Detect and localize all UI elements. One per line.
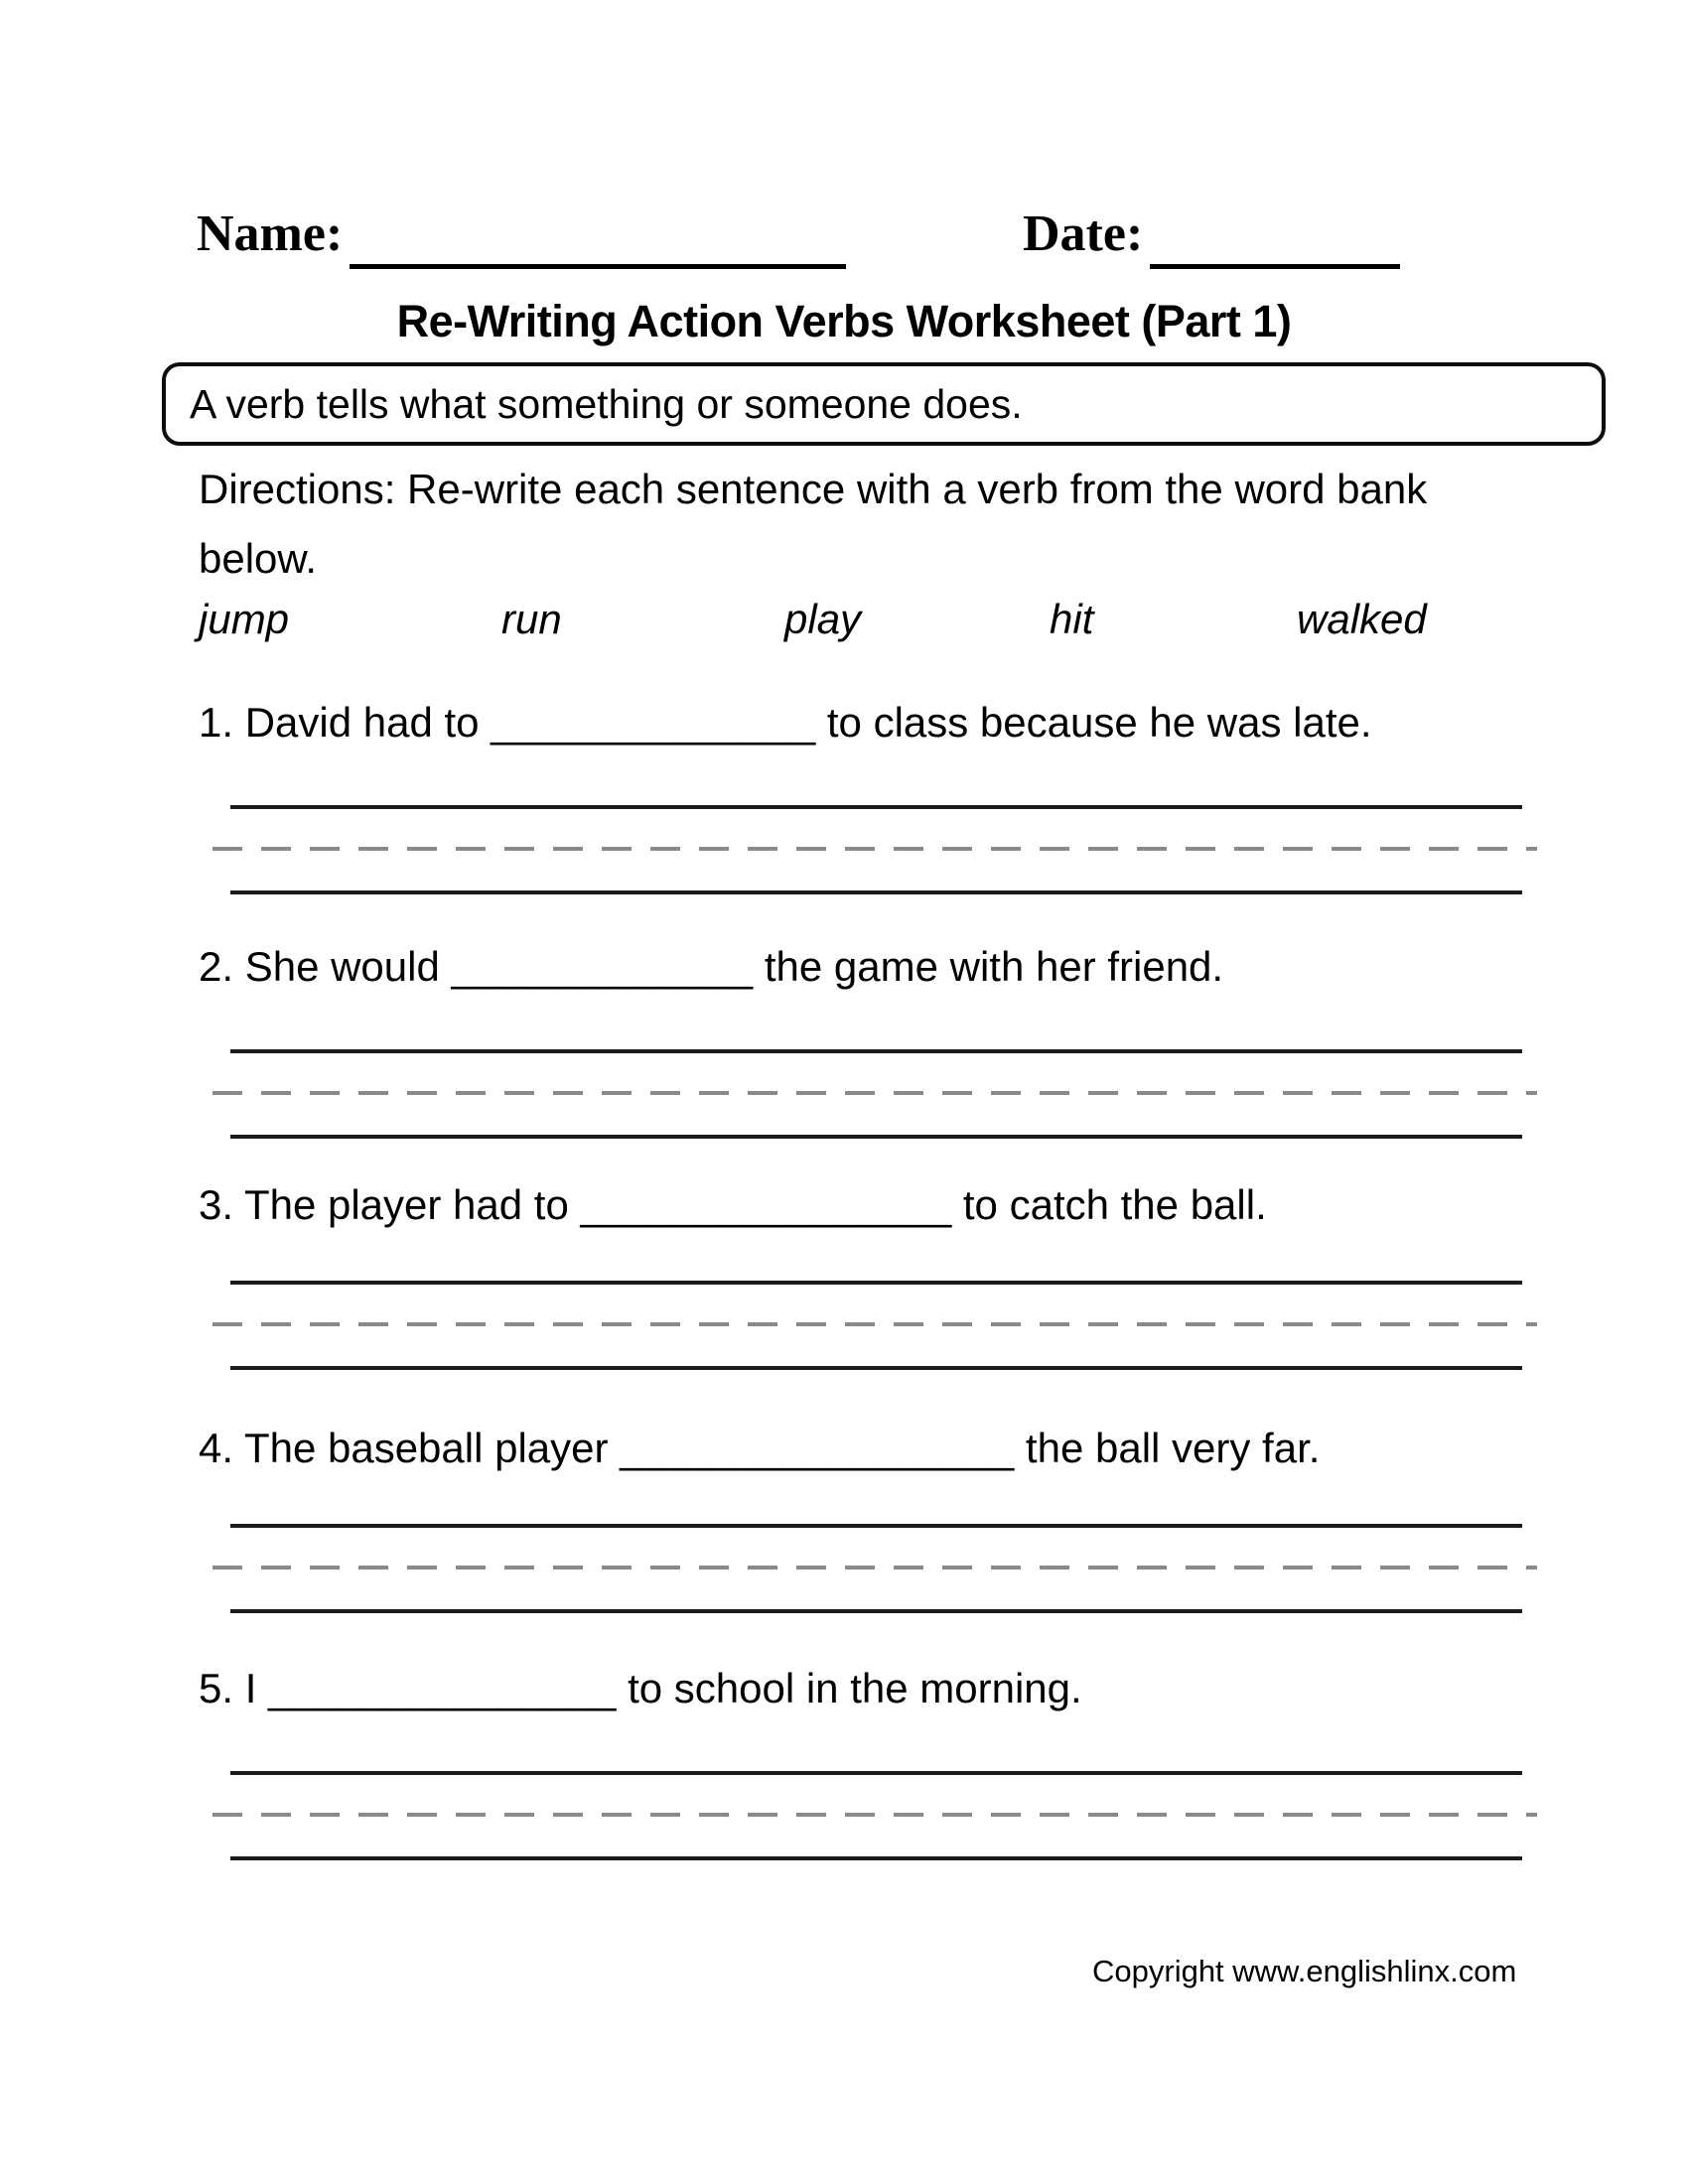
- writing-line-solid: [230, 805, 1522, 809]
- definition-box: [162, 362, 1606, 446]
- question-text: 4. The baseball player _________________ the ball very far.: [199, 1425, 1321, 1471]
- question-text: 2. She would _____________ the game with her friend.: [199, 943, 1224, 990]
- word-bank-item: walked: [1297, 596, 1427, 642]
- writing-line-solid: [230, 1856, 1522, 1860]
- writing-line-solid: [230, 1524, 1522, 1528]
- word-bank-item: hit: [1050, 596, 1094, 642]
- copyright-text: Copyright www.englishlinx.com: [1092, 1954, 1517, 1988]
- writing-line-solid: [230, 1281, 1522, 1285]
- writing-lines-block: [0, 805, 1688, 896]
- writing-lines-block: [0, 1049, 1688, 1141]
- writing-line-dashed: [212, 1091, 1537, 1095]
- name-label: Name:: [197, 205, 344, 262]
- writing-lines-block: [0, 1524, 1688, 1615]
- writing-line-dashed: [212, 847, 1537, 851]
- word-bank-item: play: [784, 596, 862, 642]
- question-text: 5. I _______________ to school in the morning.: [199, 1665, 1082, 1711]
- writing-line-solid: [230, 1135, 1522, 1139]
- writing-line-solid: [230, 890, 1522, 894]
- writing-line-solid: [230, 1049, 1522, 1053]
- question-text: 3. The player had to ________________ to catch the ball.: [199, 1181, 1267, 1228]
- writing-lines-block: [0, 1771, 1688, 1862]
- worksheet-title: Re-Writing Action Verbs Worksheet (Part 1): [396, 296, 1292, 346]
- writing-line-dashed: [212, 1813, 1537, 1817]
- writing-line-solid: [230, 1609, 1522, 1613]
- word-bank-item: run: [501, 596, 562, 642]
- date-blank-line: [1150, 264, 1400, 269]
- writing-lines-block: [0, 1281, 1688, 1372]
- writing-line-solid: [230, 1771, 1522, 1775]
- directions-text: Directions: Re-write each sentence with a verb from the word bank below.: [199, 466, 1428, 582]
- word-bank-item: jump: [199, 596, 290, 642]
- writing-line-dashed: [212, 1322, 1537, 1326]
- question-text: 1. David had to ______________ to class because he was late.: [199, 699, 1372, 746]
- definition-text: A verb tells what something or someone does.: [190, 380, 1023, 427]
- date-label: Date:: [1023, 205, 1144, 262]
- writing-line-dashed: [212, 1566, 1537, 1570]
- writing-line-solid: [230, 1366, 1522, 1370]
- name-blank-line: [350, 264, 846, 269]
